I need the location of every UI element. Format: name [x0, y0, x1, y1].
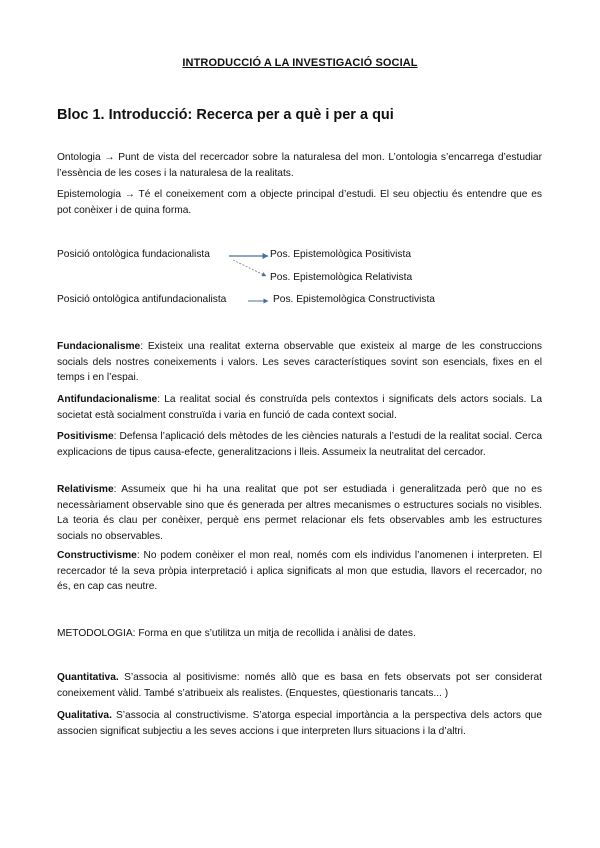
concept-sep: : [113, 484, 122, 495]
section-heading: Bloc 1. Introducció: Recerca per a què i per a qui [57, 107, 394, 123]
concept-term: Antifundacionalisme [57, 394, 158, 405]
definition-epistemologia: Epistemologia → Té el coneixement com a objecte principal d’estudi. El seu objectiu és entendre que es pot conèixer i de quina forma. [57, 189, 542, 216]
concept-sep: : [157, 394, 165, 405]
metodologia-definition: METODOLOGIA: Forma en que s’utilitza un mitja de recollida i anàlisi de dates. [57, 628, 416, 639]
arrow-fundacionalista-relativista [233, 260, 266, 276]
method-text: S’associa al positivisme: només allò que es basa en fets observats pot ser considerat coneixement vàlid. També s’atribueix als realistes. (Enquestes, qüestionaris tancats... ) [57, 672, 542, 699]
concept-term: Relativisme [57, 484, 114, 495]
method-text: S’associa al constructivisme. S’atorga especial importància a la perspectiva dels actors que associen significat subjectiu a les seves accions i que interpreten llurs situacions i la d’altri. [57, 710, 542, 737]
concept-sep: : [140, 341, 148, 352]
concept-antifundacionalisme [57, 392, 542, 423]
method-term: Qualitativa. [57, 710, 112, 721]
concept-term: Constructivisme [57, 550, 137, 561]
concept-text: Assumeix que hi ha una realitat que pot ser estudiada i generalitzada però que no es necessàriament observable sino que és generada per altres mecanismes o estructures socials no visibles. La teoria és clau per conèixer, perquè ens permet relacionar els fets observables amb les estructures socials no observables. [57, 484, 542, 542]
concept-positivisme [57, 429, 542, 460]
concept-fundacionalisme [57, 339, 542, 386]
diagram-right-positivista: Pos. Epistemològica Positivista [270, 249, 411, 260]
method-quantitativa [57, 670, 542, 701]
method-term: Quantitativa. [57, 672, 119, 683]
concept-sep: : [113, 431, 120, 442]
concept-term: Fundacionalisme [57, 341, 141, 352]
concept-text: No podem conèixer el mon real, només com els individus l’anomenen i interpreten. El recercador té la seva pròpia interpretació i aplica significats al mon que estudia, llavors el recercador, no és, en cap cas neutre. [57, 550, 542, 592]
concept-text: Defensa l’aplicació dels mètodes de les ciències naturals a l’estudi de la realitat social. Cerca explicacions de tipus causa-efecte, generalitzacions i lleis. Assumeix la neutralitat del cercador. [57, 431, 543, 458]
diagram-right-constructivista: Pos. Epistemològica Constructivista [273, 294, 435, 305]
definition-ontologia: Ontologia → Punt de vista del recercador sobre la naturalesa del mon. L’ontologia s’encarrega d’estudiar l’essència de les coses i la naturalesa de la realitats. [57, 152, 542, 179]
diagram-left-top: Posició ontològica fundacionalista [57, 249, 210, 260]
concept-text: Existeix una realitat externa observable que existeix al marge de les construccions socials dels nostres coneixements i valors. Les seves característiques sovint son esencials, fixes en el temps i en l’espai. [57, 341, 542, 383]
method-qualitativa [57, 708, 542, 739]
concept-constructivisme [57, 548, 542, 595]
document-title: INTRODUCCIÓ A LA INVESTIGACIÓ SOCIAL [182, 57, 418, 69]
diagram-right-relativista: Pos. Epistemològica Relativista [270, 272, 413, 283]
concept-text: La realitat social és construïda pels contextos i significats dels actors socials. La societat està socialment construïda i varia en funció de cada context social. [57, 394, 542, 421]
diagram-left-bottom: Posició ontològica antifundacionalista [57, 294, 227, 305]
concept-sep: : [136, 550, 144, 561]
concept-term: Positivisme [57, 431, 114, 442]
concept-relativisme [57, 482, 542, 544]
